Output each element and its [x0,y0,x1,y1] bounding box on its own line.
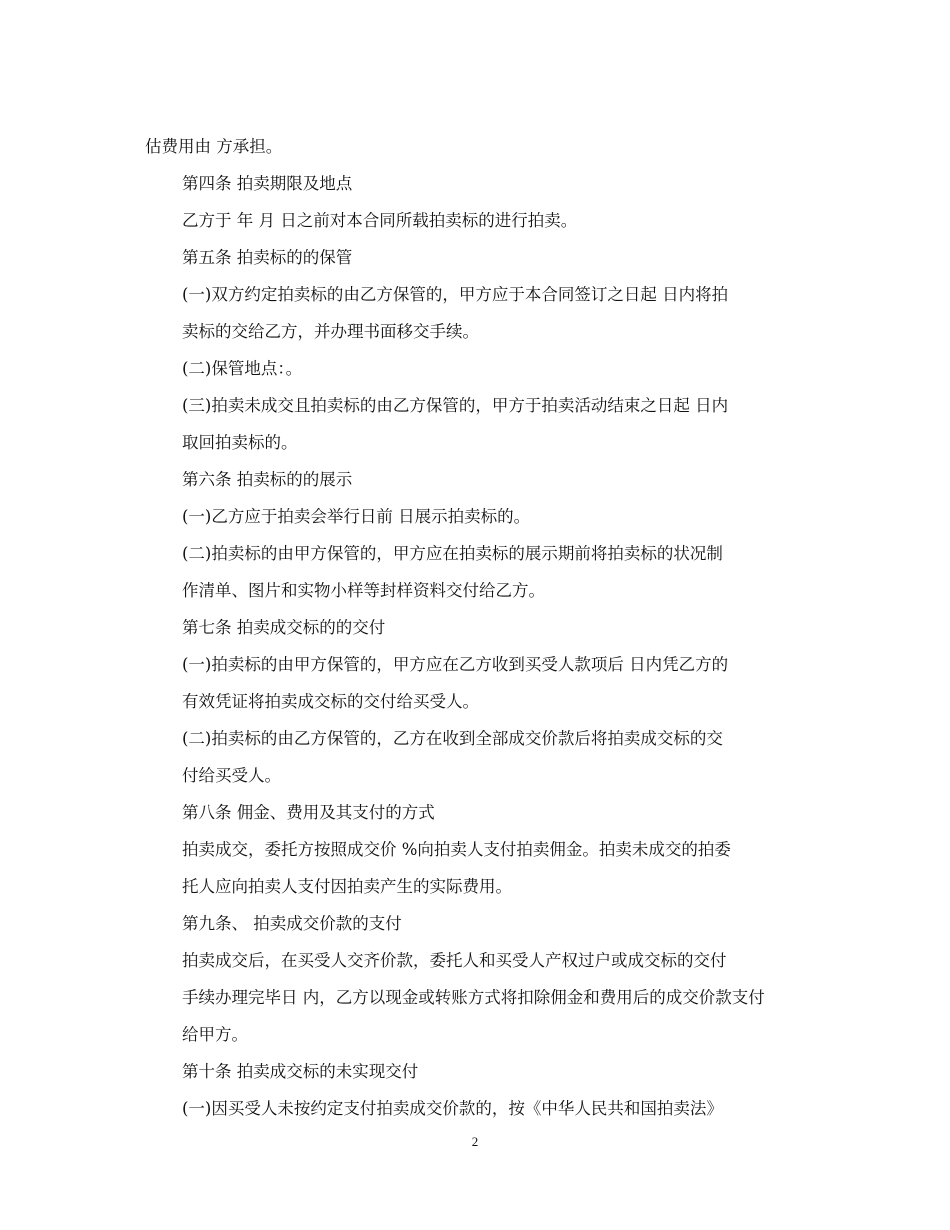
text-line: 取回拍卖标的。 [182,433,298,452]
text-line: 拍卖成交，委托方按照成交价 %向拍卖人支付拍卖佣金。拍卖未成交的拍委 [182,840,731,859]
paragraph [145,498,805,535]
paragraph [145,350,805,387]
text-line: 拍卖成交后，在买受人交齐价款，委托人和买受人产权过户或成交标的交付 [182,951,727,970]
paragraph [145,202,805,239]
text-line: 第八条 佣金、费用及其支付的方式 [182,803,435,822]
text-line: 给甲方。 [182,1025,248,1044]
text-line: (二)拍卖标的由乙方保管的，乙方在收到全部成交价款后将拍卖成交标的交 [182,729,723,748]
text-line: 托人应向拍卖人支付因拍卖产生的实际费用。 [182,877,512,896]
text-line: 第九条、 拍卖成交价款的支付 [182,914,402,933]
document-body [145,128,805,1127]
text-line: 有效凭证将拍卖成交标的交付给买受人。 [182,692,479,711]
text-line: 估费用由 方承担。 [145,137,283,156]
paragraph [145,905,805,942]
paragraph [145,1090,805,1127]
text-line: 第六条 拍卖标的的展示 [182,470,353,489]
paragraph [145,831,805,905]
paragraph [145,165,805,202]
paragraph [145,128,805,165]
text-line: (二)拍卖标的由甲方保管的，甲方应在拍卖标的展示期前将拍卖标的状况制 [182,544,723,563]
text-line: (三)拍卖未成交且拍卖标的由乙方保管的，甲方于拍卖活动结束之日起 日内 [182,396,729,415]
paragraph [145,609,805,646]
paragraph [145,942,805,1053]
text-line: 第四条 拍卖期限及地点 [182,174,353,193]
text-line: (一)双方约定拍卖标的由乙方保管的，甲方应于本合同签订之日起 日内将拍 [182,285,729,304]
text-line: (二)保管地点：。 [182,359,303,378]
paragraph [145,461,805,498]
paragraph [145,535,805,609]
text-line: (一)乙方应于拍卖会举行日前 日展示拍卖标的。 [182,507,531,526]
paragraph [145,387,805,461]
paragraph [145,720,805,794]
paragraph [145,239,805,276]
text-line: 乙方于 年 月 日之前对本合同所载拍卖标的进行拍卖。 [182,211,578,230]
paragraph [145,276,805,350]
paragraph [145,1053,805,1090]
text-line: 付给买受人。 [182,766,281,785]
text-line: (一)因买受人未按约定支付拍卖成交价款的，按《中华人民共和国拍卖法》 [182,1099,723,1118]
text-line: (一)拍卖标的由甲方保管的，甲方应在乙方收到买受人款项后 日内凭乙方的 [182,655,729,674]
paragraph [145,794,805,831]
text-line: 第五条 拍卖标的的保管 [182,248,353,267]
text-line: 作清单、图片和实物小样等封样资料交付给乙方。 [182,581,545,600]
page-number: 2 [471,1134,479,1149]
paragraph [145,646,805,720]
text-line: 第七条 拍卖成交标的的交付 [182,618,386,637]
text-line: 卖标的交给乙方，并办理书面移交手续。 [182,322,479,341]
text-line: 第十条 拍卖成交标的未实现交付 [182,1062,419,1081]
text-line: 手续办理完毕日 内，乙方以现金或转账方式将扣除佣金和费用后的成交价款支付 [182,988,765,1007]
